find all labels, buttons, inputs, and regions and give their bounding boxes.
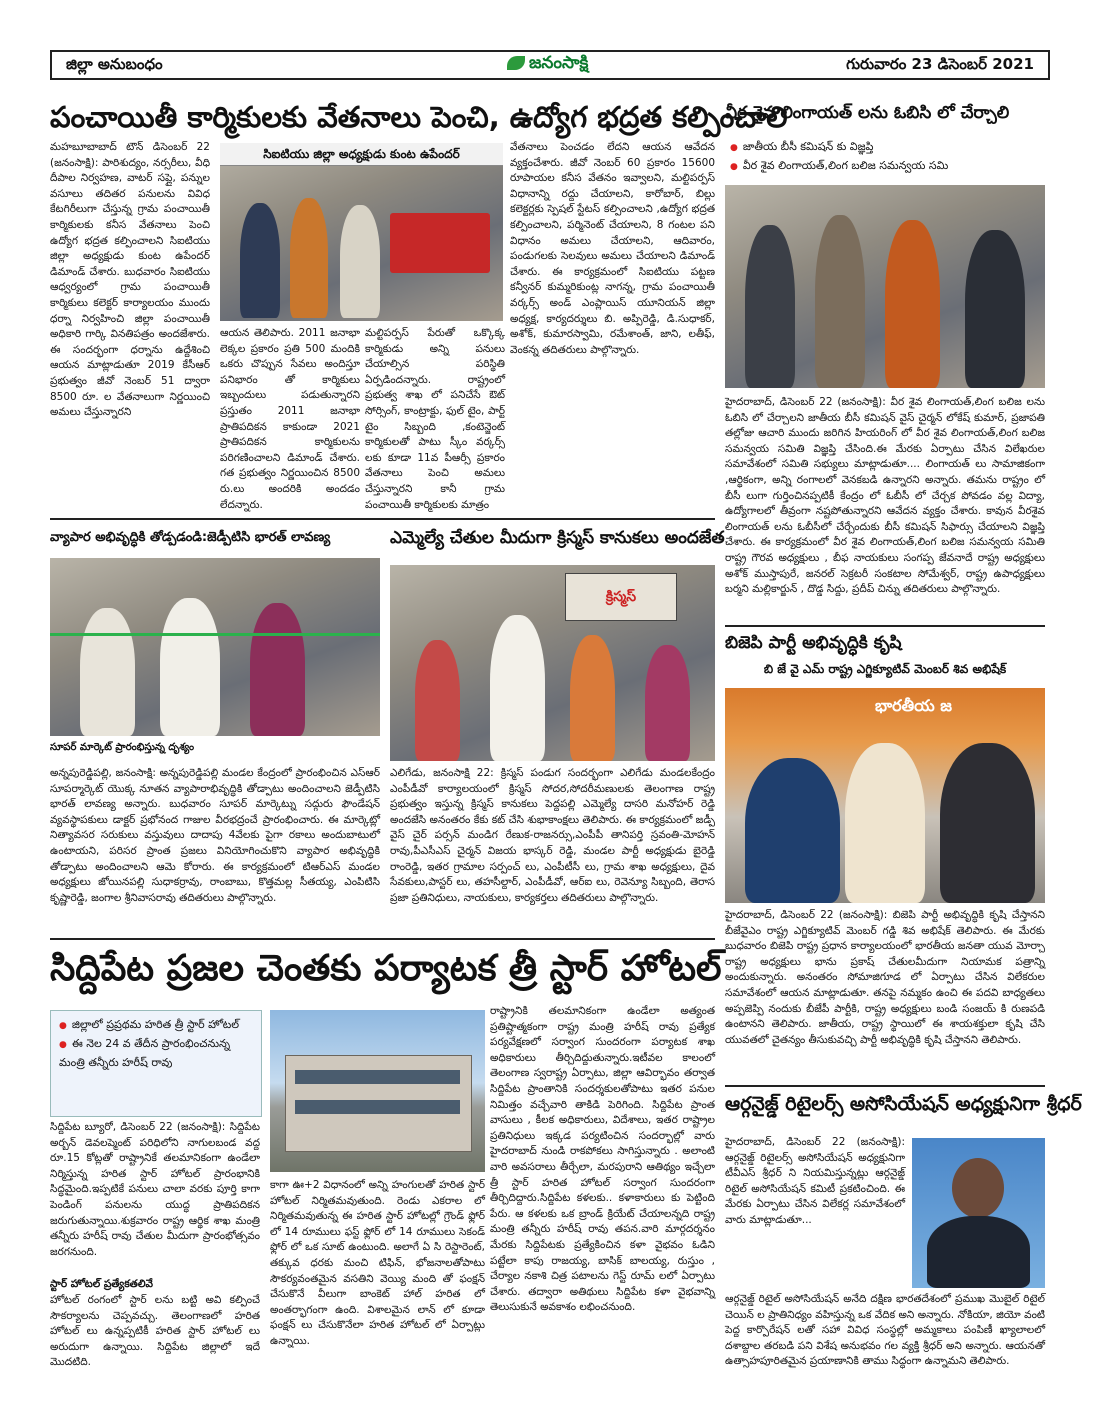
person-figure — [745, 225, 795, 388]
story2-bullets — [730, 138, 1050, 176]
section-label: జిల్లా అనుబంధం — [66, 55, 163, 73]
story7-body-rest: ఆర్గనైజ్డ్ రిటైల్ అసోసియేషన్ అనేది దక్షిణ భారతదేశంలో ప్రముఖ మొబైల్ రిటైల్ చెయిన్ ల ప్రాతినిధ్యం వహిస్తున్న ఒక వేదిక అని అన్నారు. నోకియా, జియో వంటి పెద్ద కార్పొరేషన్ లతో సహా వివిధ సంస్థల్లో అమ్మకాలు పంపిణీ ఖ్యాలాలలో దశాబ్దాల తరబడి పని విశేష అనుభవం గల వ్యక్తి శ్రీధర్ అని అన్నారు. ఆయనతో ఉత్సాహపూరితమైన ప్రయాణానికి తాము సిద్ధంగా ఉన్నామని తెలిపారు. — [725, 1293, 1045, 1368]
person-figure — [745, 758, 840, 903]
story6-headline: సిద్దిపేట ప్రజల చెంతకు పర్యాటక త్రీ స్టార్ హోటల్ — [50, 948, 722, 989]
bullet-item: ● ఈ నెల 24 వ తేదీన ప్రారంభించనున్న మంత్రి తన్నీరు హరీష్ రావు — [59, 1035, 253, 1071]
issue-date: గురువారం 23 డిసెంబర్ 2021 — [846, 55, 1034, 73]
story5-headline: బిజెపి పార్టీ అభివృద్ధికి కృషి — [725, 633, 902, 653]
story4-body: ఎలిగేడు, జనంసాక్షి 22: క్రిస్మస్ పండుగ సందర్భంగా ఎలిగేడు మండలకేంద్రం ఎంపీడీవో కార్యాలయంలో క్రిస్మస్ సోదర,సోదరీమణులకు తెలంగాణ రాష్ట్ర ప్రభుత్వం ఇస్తున్న క్రిస్మస్ కానుకలు పెద్దపల్లి ఎమ్మెల్యే దాసరి మనోహర్ రెడ్డి అందజేసి అనంతరం కేకు కట్ చేసి శుభాకాంక్షలు తెలిపారు. ఈ కార్యక్రమంలో జడ్పీ వైస్ చైర్ పర్సన్ మండిగ రేణుక-రాజనర్సు,ఎంపీపీ తానిపర్తి స్రవంతి-మోహన్ రావు,పీఎసీఎస్ చైర్మన్ విజయ భాస్కర్ రెడ్డి, మండల పార్టీ అధ్యక్షుడు బైరెడ్డి రాంరెడ్డి, ఇతర గ్రామాల సర్పంచ్ లు, ఎంపీటీసీ లు, గ్రామ శాఖ అధ్యక్షులు, దైవ సేవకులు,పాస్టర్ లు, తహసీల్దార్, ఎంపీడీవో, ఆర్ఐ లు, రెవెన్యూ సిబ్బంది, తెరాస ప్రజా ప్రతినిధులు, నాయకులు, కార్యకర్తలు తదితరులు పాల్గొన్నారు. — [390, 767, 715, 904]
story6-highlights-box — [50, 1010, 262, 1117]
section-divider — [50, 938, 715, 940]
person-figure — [80, 608, 135, 736]
story7-portrait — [912, 1138, 1045, 1288]
person-figure — [940, 743, 1035, 903]
person-figure — [885, 220, 940, 388]
person-figure — [645, 645, 690, 761]
person-figure — [290, 198, 328, 318]
bullet-item: ● జాతీయ బీసీ కమిషన్ కు విజ్ఞప్తి — [730, 138, 1050, 157]
story1-column-3: మల్టిపర్పస్ పేరుతో ఒక్కొక్క కార్మికుడు అన్ని పనులు చేయాల్సిన పరిస్థితి ఏర్పడిందన్నారు. రాష్ట్రంలో ప్రభుత్వ శాఖ లో పనిచేసే ఔట్ సోర్సింగ్, కాంట్రాక్టు, ఫుల్ టైం, పార్ట్ టైం సిబ్బంది ,కంటెన్జెంట్ కార్మికులతో పాటు స్కీం వర్కర్స్ లకు కూడా 11వ పీఆర్సీ ప్రకారం వేతనాలు పెంచి అమలు చేస్తున్నారని కానీ గ్రామ పంచాయితీ కార్మికులకు మాత్రం — [365, 327, 505, 511]
newspaper-logo — [507, 53, 588, 77]
story1-headline: పంచాయితీ కార్మికులకు వేతనాలు పెంచి, ఉద్యోగ భద్రత కల్పించాలి — [50, 100, 788, 134]
person-figure — [160, 598, 220, 736]
person-figure — [815, 215, 865, 388]
hotel-windows — [295, 1070, 460, 1084]
person-figure — [490, 615, 545, 761]
story3-photo-caption: సూపర్ మార్కెట్ ప్రారంభిస్తున్న దృశ్యం — [50, 742, 195, 753]
person-figure — [415, 640, 460, 761]
person-figure — [340, 205, 380, 318]
story6-hotel-photo — [270, 1010, 485, 1172]
story6-bullets — [51, 1011, 261, 1076]
story5-photo — [725, 688, 1045, 903]
person-figure — [845, 743, 925, 903]
story1-column-1: మహబూబాబాద్ టౌన్ డిసెంబర్ 22 (జనంసాక్షి): పారిశుద్యం, నర్సరీలు, వీధి దీపాల నిర్వహణ, వాటర్ సప్లై, పన్నుల వసూలు తదితర పనులను వివిధ కేటగిరీలుగా చేస్తున్న గ్రామ పంచాయితీ కార్మికులకు కనీస వేతనాలు పెంచి ఉద్యోగ భద్రత కల్పించాలని సిఐటియు జిల్లా అధ్యక్షుడు కుంట ఉపేందర్ డిమాండ్ చేశారు. బుధవారం సిఐటియు ఆధ్వర్యంలో గ్రామ పంచాయితీ కార్మికులు కలెక్టర్ కార్యాలయం ముందు ధర్నా నిర్వహించి జిల్లా పంచాయితీ అధికారి గార్కి వినతిపత్రం అందజేశారు. ఈ సందర్భంగా ధర్నాను ఉద్దేశించి ఆయన మాట్లాడుతూ 2019 కేసీఆర్ ప్రభుత్వం జీవో నెంబర్ 51 ద్వారా 8500 రూ. ల వేతనాలుగా నిర్ణయించి అమలు చేస్తున్నారని — [50, 141, 210, 419]
person-figure — [240, 203, 280, 318]
section-divider — [725, 625, 1045, 627]
story5-body: హైదరాబాద్, డిసెంబర్ 22 (జనంసాక్షి): బిజెపి పార్టీ అభివృద్ధికి కృషి చేస్తానని బీజేవైఎం రాష్ట్ర ఎగ్జిక్యూటివ్ మెంబర్ గడ్డి శివ అభిషేక్ తెలిపారు. ఈ మేరకు బుధవారం బిజెపి రాష్ట్ర ప్రధాన కార్యాలయంలో భారతీయ జనతా యువ మోర్చా రాష్ట్ర అధ్యక్షులు భాను ప్రకాష్ చేతులమీదుగా నియామక పత్రాన్ని అందుకున్నారు. అనంతరం సోమాజిగూడ లో ఏర్పాటు చేసిన విలేకరుల సమావేశంలో ఆయన మాట్లాడుతూ. తనపై నమ్మకం ఉంచి ఈ పదవి బాధ్యతలు అప్పజెప్పి నందుకు బీజేపీ పార్టీకి, రాష్ట్ర అధ్యక్షులు బండి సంజయ్ కి రుణపడి ఉంటానని తెలిపారు. జాతీయ, రాష్ట్ర స్థాయిలో ఈ శాయశక్తులా కృషి చేసి యువతలో చైతన్యం తీసుకువచ్చి పార్టీ అభివృద్ధికి కృషి చేస్తానని తెలిపారు. — [725, 909, 1045, 1046]
story4-photo — [390, 565, 715, 761]
person-figure — [250, 603, 305, 736]
story2-headline: వీర శైవ లింగాయత్ లను ఓబిసి లో చేర్చాలి — [725, 103, 1010, 123]
story7-headline: ఆర్గనైజ్డ్ రిటైలర్స్ అసోసియేషన్ అధ్యక్షునిగా శ్రీధర్ — [725, 1093, 1082, 1115]
story6-subhead: స్టార్ హోటల్ ప్రత్యేకతలివే — [50, 1278, 154, 1290]
person-figure — [927, 1216, 1030, 1288]
story3-photo — [50, 558, 380, 736]
story6-column-1: సిద్దిపేట బ్యూరో, డిసెంబర్ 22 (జనంసాక్షి): సిద్దిపేట అర్బన్ డెవలప్మెంట్ పరిధిలోని నాగులబండ వద్ద రూ.15 కోట్లతో రాష్ట్రానికే తలమానికంగా ఉండేలా నిర్మిస్తున్న హరిత స్టార్ హోటల్ ప్రారంభానికి సిద్ధమైంది.ఇప్పటికే పనులు చాలా వరకు పూర్తి కాగా పెండింగ్ పనులను యుద్ధ ప్రాతిపదికన జరుగుతున్నాయి.శుక్రవారం రాష్ట్ర ఆర్థిక శాఖ మంత్రి తన్నీరు హరీష్ రావు చేతుల మీదుగా ప్రారంభోత్సవం జరగనుంది. — [50, 1121, 260, 1258]
story2-body: హైదరాబాద్, డిసెంబర్ 22 (జనంసాక్షి): వీర శైవ లింగాయత్,లింగ బలిజ లను ఓబిసి లో చేర్చాలని జాతీయ బీసీ కమిషన్ వైస్ చైర్మన్ లోకేష్ కుమార్, ప్రజాపతి తల్లోజు ఆచారి ముందు జరిగిన హియరింగ్ లో వీర శైవ లింగాయత్,లింగ బలిజ సమన్వయ సమితి విజ్ఞప్తి చేసింది.ఈ మేరకు ఏర్పాటు చేసిన విలేఖరుల సమావేశంలో సమితి సభ్యులు మాట్లాడుతూ.... లింగాయత్ లు సామాజికంగా ,ఆర్థికంగా, అన్ని రంగాలలో వెనకబడి ఉన్నారని అన్నారు. తమను రాష్ట్రం లో బీసీ లుగా గుర్తించినప్పటికీ కేంద్రం లో ఓబీసీ లో చేర్చక పోవడం వల్ల విద్యా, ఉద్యోగాలలో తీవ్రంగా నష్టపోతున్నారని ఆవేదన వ్యక్తం చేశారు. కావున వీరశైవ లింగాయత్ లను ఓబీసీలో చేర్చేందుకు బీసీ కమిషన్ సిఫార్సు చేయాలని విజ్ఞప్తి చేశారు. ఈ కార్యక్రమంలో వీర శైవ లింగాయత్,లింగ బలిజ సమన్వయ సమితి రాష్ట్ర గౌరవ అధ్యక్షులు , బీఫ నాయకులు సంగప్ప జేవనాదే రాష్ట్ర అధ్యక్షులు అశోక్ ముస్తాపురే, జనరల్ సెక్రటరీ సంకటాల సోమేశ్వర్, రాష్ట్ర ఉపాధ్యక్షులు బర్మని మల్లికార్జున్ , దొడ్డ సిద్దు, ప్రదీప్ చిన్ను తదితరులు పాల్గొన్నారు. — [725, 396, 1045, 596]
story5-subheadline: బి జే వై ఎమ్ రాష్ట్ర ఎగ్జిక్యూటివ్ మెంబర్ శివ అభిషేక్ — [763, 662, 1007, 676]
masthead — [50, 50, 1050, 80]
story6-column-1-tail: హోటల్ రంగంలో స్టార్ లను బట్టి అవి కల్పించే సౌకర్యాలను చెప్పవచ్చు. తెలంగాణలో హరిత హోటల్ లు ఉన్నప్పటికీ హరిత స్టార్ హోటల్ లు అరుదుగా ఉన్నాయి. సిద్దిపేట జిల్లాలో ఇదే మొదటిది. — [50, 1294, 260, 1369]
ribbon — [50, 633, 380, 636]
story1-photo-caption: సిఐటియు జిల్లా అధ్యక్షుడు కుంట ఉపేందర్ — [220, 143, 503, 166]
person-head — [952, 1158, 1004, 1218]
bullet-item: ● వీర శైవ లింగాయత్,లింగ బలిజ సమన్వయ సమి — [730, 157, 1050, 176]
story1-column-2: ఆయన తెలిపారు. 2011 జనాభా లెక్కల ప్రకారం ప్రతి 500 మందికి ఒకరు చొప్పున సేవలు అందిస్తూ పనిభారం తో కార్మికులు ఇబ్బందులు పడుతున్నారని ప్రస్తుతం 2011 జనాభా ప్రాతిపదికన కాకుండా 2021 ప్రాతిపదికన కార్మికులను పరిగణించాలని డిమాండ్ చేశారు. గత ప్రభుత్వం నిర్ణయించిన 8500 రు.లు అందరికి అందడం లేదన్నారు. — [220, 327, 360, 511]
story6-column-2: కాగా ఊ+2 విధానంలో అన్ని హంగులతో హరిత స్టార్ హోటల్ నిర్మితమవుతుంది. రెండు ఎకరాల లో నిర్మితమవుతున్న ఈ హరిత స్టార్ హోటల్లో గ్రౌండ్ ఫ్లోర్ లో 14 రూములు ఫస్ట్ ఫ్లోర్ లో 14 రూములు సెకండ్ ఫ్లోర్ లో ఒక సూట్ ఉంటుంది. అలాగే ఏ సి రెస్టారెంట్, తక్కువ ధరకు మంచి టిఫిన్, భోజనాలతోపాటు సౌకర్యవంతమైన వసతిని వెయ్యి మంది తో ఫంక్షన్ చేసుకొనే వీలుగా బాంకెట్ హాల్ హరిత లో అంతర్భాగంగా ఉంది. విశాలమైన లాన్ లో కూడా ఫంక్షన్ లు చేసుకొనేలా హరిత హోటల్ లో ఏర్పాట్లు ఉన్నాయి. — [270, 1179, 485, 1347]
christmas-banner: క్రిస్మస్ — [565, 573, 677, 621]
logo-text: జనంసాక్షి — [529, 53, 589, 73]
story1-photo — [220, 143, 503, 321]
person-figure — [570, 635, 615, 761]
story2-photo — [725, 185, 1045, 388]
bullet-item: ● జిల్లాలో ప్రప్రథమ హరిత త్రీ స్టార్ హోటల్ — [59, 1016, 253, 1035]
bjp-banner-text: భారతీయ జ — [875, 696, 952, 715]
person-figure — [965, 230, 1025, 388]
story7-body-lead: హైదరాబాద్, డిసెంబర్ 22 (జనంసాక్షి): ఆర్గనైజ్డ్ రిటైలర్స్ అసోసియేషన్ అధ్యక్షునిగా టీవీఎస్ శ్రీధర్ ని నియమిస్తున్నట్లు ఆర్గనైజ్డ్ రిటైల్ అసోసియేషన్ కమిటీ ప్రకటించింది. ఈ మేరకు ఏర్పాటు చేసిన విలేకర్ల సమావేశంలో వారు మాట్లాడుతూ... — [725, 1136, 905, 1226]
hotel-windows — [295, 1100, 460, 1114]
story3-body: అన్నపురెడ్డిపల్లి, జనంసాక్షి: అన్నపురెడ్డిపల్లి మండల కేంద్రంలో ప్రారంభించిన ఎస్ఆర్ సూపర్మార్కెట్ యొక్క నూతన వ్యాపారాభివృద్ధికి తోడ్పాటు అందించాలని జెడ్పీటిసి భారత్ లావణ్య అన్నారు. బుధవారం సూపర్ మార్కెట్ను సద్గురు ఫౌండేషన్ వ్యవస్థాపకులు డాక్టర్ ప్రభోనంద గాజుల వీరభద్రంచే ప్రారంభించారు. ఈ మార్కెట్లో నిత్యావసర సరుకులు వస్తువులు దాదాపు 4వేలకు పైగా రకాలు అందుబాటులో ఉంటాయని, పరిసర ప్రాంత ప్రజలు వినియోగించుకొని వ్యాపార అభివృద్ధికి తోడ్పాటు అందించాలని ఆమె కోరారు. ఈ కార్యక్రమంలో టిఆర్ఎస్ మండల అధ్యక్షులు జోయినపల్లి సుధాకర్రావు, రాంబాబు, కొత్తమల్ల సీతయ్య, ఎంపిటిసి కృష్ణారెడ్డి, జంగాల శ్రీనివాసరావు తదితరులు పాల్గొన్నారు. — [50, 767, 380, 904]
story3-headline: వ్యాపార అభివృద్ధికి తోడ్పడండి:జెడ్పీటిసి భారత్ లావణ్య — [50, 530, 331, 545]
protest-banner — [390, 213, 490, 273]
section-divider — [725, 1085, 1045, 1087]
leaf-icon — [507, 56, 525, 70]
story1-column-4: వేతనాలు పెంచడం లేదని ఆయన ఆవేదన వ్యక్తంచేశారు. జీవో నెంబర్ 60 ప్రకారం 15600 రూపాయల కనీస వేతనం ఇవ్వాలని, మల్టిపర్పస్ విధానాన్ని రద్దు చేయాలని, కారోబార్, బిల్లు కలెక్టర్లకు స్పెషల్ స్టేటస్ కల్పించాలని ,ఉద్యోగ భద్రత కల్పించాలని, పర్మినెంట్ చేయాలని, 8 గంటల పని విధానం అమలు చేయాలని, ఆదివారం, పండుగలకు సెలవులు అమలు చేయాలని డిమాండ్ చేశారు. ఈ కార్యక్రమంలో సిఐటియు పట్టణ కన్వీనర్ కుమ్మరికుంట్ల నాగన్న, గ్రామ పంచాయితీ వర్కర్స్ అండ్ ఎంప్లాయిస్ యూనియన్ జిల్లా అధ్యక్ష, కార్యదర్శులు బి. అప్పిరెడ్డి, డి.సుధాకర్, అశోక్, కుమారస్వామి, రమేశాంత్, జాని, లతీఫ్, వెంకన్న తదితరులు పాల్గొన్నారు. — [510, 141, 715, 356]
story4-headline: ఎమ్మెల్యే చేతుల మీదుగా క్రిస్మస్ కానుకలు అందజేత — [390, 528, 725, 548]
section-divider — [50, 518, 715, 520]
story6-column-3: రాష్ట్రానికి తలమానికంగా ఉండేలా అత్యంత ప్రతిష్టాత్మకంగా రాష్ట్ర మంత్రి హరీష్ రావు ప్రత్యేక పర్యవేక్షణలో సర్వాంగ సుందరంగా పర్యాటక శాఖ అధికారులు తీర్చిదిద్దుతున్నారు.ఇటీవల కాలంలో తెలంగాణ స్వరాష్ట్ర ఏర్పాటు, జిల్లా ఆవిర్భావం తర్వాత సిద్దిపేట ప్రాంతానికి సందర్శకులతోపాటు ఇతర పనుల నిమిత్తం వచ్చేవారి తాకిడి పెరిగింది. సిద్దిపేట ప్రాంత వాసులు , కీలక అధికారులు, విదేశాలు, ఇతర రాష్ట్రాల ప్రతినిధులు ఇక్కడ పర్యటించిన సందర్భాల్లో వారు హైదరాబాద్ నుండి రాకపోకలు సాగిస్తున్నారు . అలాంటి వారి అవసరాలు తీర్చేలా, మరపురాని ఆతిథ్యం ఇచ్చేలా త్రీ స్టార్ హరిత హోటల్ సర్వాంగ సుందరంగా తీర్చిదిద్దారు.సిద్దిపేట కళలకు.. కళాకారులు కు పెట్టింది పేరు. ఆ కళలకు ఒక బ్రాండ్ క్రియేట్ చేయాలన్నది రాష్ట్ర మంత్రి తన్నీరు హరీష్ రావు తపన.వారి మార్గదర్శనం మేరకు సిద్దిపేటకు ప్రత్యేకించిన కళా వైభవం ఓడిని పట్టేలా కాపు రాజయ్య, బాసిక్ బాలయ్య, రుస్తుం , చేర్యాల నకాశి చిత్ర పటాలను గెస్ట్ రూమ్ లలో ఏర్పాటు చేశారు. తద్వారా అతిథులు సిద్దిపేట కళా వైభవాన్ని తెలుసుకునే అవకాశం లభించనుంది. — [490, 1005, 715, 1314]
